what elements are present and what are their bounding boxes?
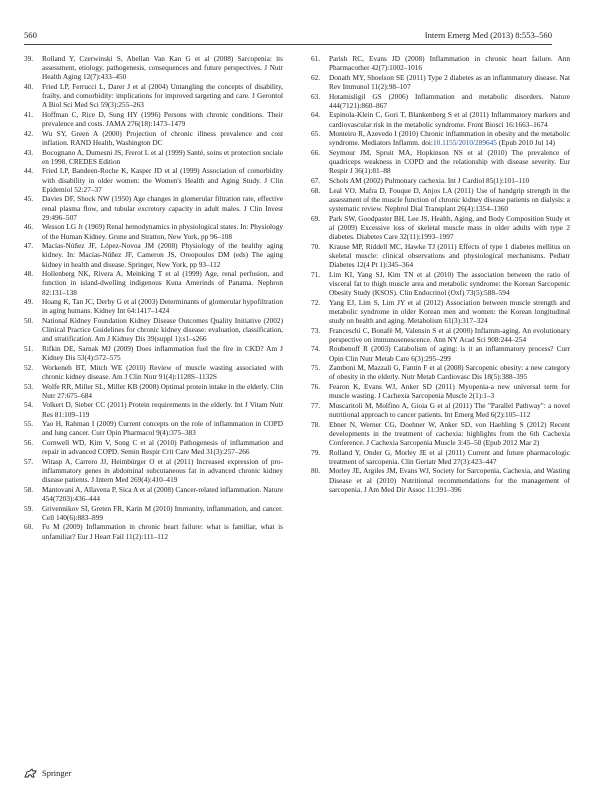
- reference-number: 48.: [24, 269, 34, 279]
- reference-number: 61.: [311, 54, 321, 63]
- reference-text: Leal VO, Mafra D, Fouque D, Anjos LA (2011) Use of handgrip strength in the assessment of the muscle function of chronic kidney disease patients on dialysis: a systematic review. Nephrol Dial Transplant 26(4):1354–1360: [329, 185, 570, 213]
- reference-number: 45.: [24, 194, 34, 204]
- reference-number: 47.: [24, 241, 34, 251]
- reference-entry: [311, 326, 570, 344]
- reference-number: 46.: [24, 222, 34, 232]
- reference-text: Witasp A, Carrero JJ, Heimbürger O et al (2011) Increased expression of pro-inflammatory genes in abdominal subcutaneous fat in advanced chronic kidney disease patients. J Intern Med 269(4):410–419: [42, 456, 283, 485]
- reference-entry: [24, 241, 283, 269]
- reference-text: Grivennikov SI, Greten FR, Karin M (2010) Immunity, inflammation, and cancer. Cell 140(6):883–899: [42, 503, 283, 522]
- reference-number: 49.: [24, 297, 34, 307]
- reference-number: 52.: [24, 362, 34, 372]
- reference-text: Workeneh BT, Mitch WE (2010) Review of muscle wasting associated with chronic kidney disease. Am J Clin Nutr 91(4):1128S–1132S: [42, 362, 283, 381]
- reference-number: 72.: [311, 297, 321, 307]
- reference-text: Rolland Y, Onder G, Morley JE et al (2011) Current and future pharmacologic treatment of sarcopenia. Clin Geriatr Med 27(3):423–447: [329, 447, 570, 466]
- reference-entry: [311, 382, 570, 400]
- reference-text: Schols AM (2002) Pulmonary cachexia. Int J Cardiol 85(1):101–110: [329, 175, 530, 185]
- reference-text: Yao H, Rahman I (2009) Current concepts on the role of inflammation in COPD and lung cancer. Curr Opin Pharmacol 9(4):375–383: [42, 419, 283, 438]
- reference-number: 63.: [311, 91, 321, 101]
- reference-number: 71.: [311, 269, 321, 279]
- reference-number: 40.: [24, 82, 34, 91]
- reference-entry: [24, 166, 283, 194]
- reference-entry: [311, 110, 570, 128]
- reference-number: 41.: [24, 110, 34, 119]
- reference-entry: [24, 419, 283, 437]
- reference-number: 54.: [24, 400, 34, 410]
- reference-text: Donath MY, Shoelson SE (2011) Type 2 diabetes as an inflammatory disease. Nat Rev Immunol 11(2):98–107: [329, 72, 570, 91]
- reference-entry: [311, 363, 570, 381]
- reference-entry: [311, 298, 570, 326]
- reference-text: Mantovani A, Allavena P, Sica A et al (2008) Cancer-related inflammation. Nature 454(7203):436–444: [42, 484, 283, 503]
- reference-number: 62.: [311, 72, 321, 82]
- reference-number: 78.: [311, 419, 321, 429]
- reference-text: Muscaritoli M, Molfino A, Gioia G et al (2011) The "Parallel Pathway": a novel nutritional approach to cancer patients. Int Emerg Med 6(2):105–112: [329, 400, 570, 419]
- reference-entry: [24, 82, 283, 110]
- reference-number: 74.: [311, 344, 321, 354]
- reference-entry: [311, 148, 570, 176]
- reference-text: National Kidney Foundation Kidney Disease Outcomes Quality Initiative (2002) Clinical Practice Guidelines for chronic kidney disease: evaluation, classification, and stratification. Am J Kidney Dis 39(suppl 1):s1–s266: [42, 315, 283, 344]
- publisher-footer: [24, 768, 71, 778]
- doi-link[interactable]: 10.1155/2010/289645: [432, 138, 497, 148]
- reference-entry: [24, 457, 283, 485]
- reference-entry: [311, 466, 570, 494]
- reference-number: 51.: [24, 343, 34, 353]
- reference-text: Fried LP, Ferrucci L, Darer J et al (2004) Untangling the concepts of disability, frailty, and comorbidity: implications for improved targeting and care. J Gerontol A Biol Sci Med Sci 59(3):255–263: [42, 82, 283, 110]
- reference-text: Zamboni M, Mazzali G, Fantin F et al (2008) Sarcopenic obesity: a new category of obesity in the elderly. Nutr Metab Cardiovasc Dis 18(5):388–395: [329, 363, 570, 382]
- reference-entry: [311, 54, 570, 72]
- reference-entry: [24, 54, 283, 82]
- springer-logo-icon: [24, 768, 38, 778]
- reference-entry: [24, 194, 283, 222]
- reference-text: Fearon K, Evans WJ, Anker SD (2011) Myopenia-a new universal term for muscle wasting. J Cachexia Sarcopenia Muscle 2(1):1–3: [329, 381, 570, 401]
- reference-text: Seymour JM, Spruit MA, Hopkinson NS et al (2010) The prevalence of quadriceps weakness in COPD and the relationship with disease severity. Eur Respir J 36(1):81–88: [329, 147, 570, 176]
- reference-text: Wesson LG Jr (1969) Renal hemodynamics in physiological states. In: Physiology of the Human Kidney. Grune and Stratton, New York, pp 96–108: [42, 222, 283, 241]
- reference-number: 68.: [311, 185, 321, 195]
- reference-number: 76.: [311, 381, 321, 391]
- reference-text: Hoang K, Tan JC, Derby G et al (2003) Determinants of glomerular hypofiltration in aging humans. Kidney Int 64:1417–1424: [42, 297, 283, 316]
- reference-text: Krause MP, Riddell MC, Hawke TJ (2011) Effects of type 1 diabetes mellitus on skeletal muscle: clinical observations and physiological mechanisms. Pediatr Diabetes 12(4 Pt 1):345–364: [329, 241, 570, 269]
- reference-text: Park SW, Goodpaster BH, Lee JS, Health, Aging, and Body Composition Study et al (2009) Excessive loss of skeletal muscle mass in older adults with type 2 diabetes. Diabetes Care 32(11):1993–1997: [329, 213, 570, 241]
- reference-entry: [24, 382, 283, 400]
- reference-entry: [311, 92, 570, 110]
- reference-text: Franceschi C, Bonafè M, Valensin S et al (2000) Inflamm-aging. An evolutionary perspective on immunosenescence. Ann NY Acad Sci 908:244–254: [329, 325, 570, 344]
- reference-entry: [24, 363, 283, 381]
- reference-entry: [24, 297, 283, 315]
- reference-entry: [311, 344, 570, 362]
- reference-entry: [311, 420, 570, 448]
- reference-number: 75.: [311, 363, 321, 373]
- reference-text: Ebner N, Werner CG, Doehner W, Anker SD, von Haehling S (2012) Recent developments in the treatment of cachexia: highlights from the 6th Cachexia Conference. J Cachexia Sarcopenia Muscle 3:45–50 (Epub 2012 Mar 2): [329, 419, 570, 447]
- reference-text: Bocognano A, Dumesni JS, Frerot L et al (1999) Santé, soins et protection sociale en 1998. CREDES Edition: [42, 147, 283, 166]
- reference-entry: [24, 316, 283, 344]
- running-header: [24, 30, 552, 44]
- reference-text: Rifkin DE, Sarnak MJ (2009) Does inflammation fuel the fire in CKD? Am J Kidney Dis 53(4):572–575: [42, 343, 283, 363]
- reference-entry: [311, 186, 570, 214]
- reference-text: Hoffman C, Rice D, Sung HY (1996) Persons with chronic conditions. Their prevalence and costs. JAMA 276(18):1473–1479: [42, 110, 283, 129]
- reference-entry: [311, 242, 570, 270]
- reference-text: Morley JE, Argiles JM, Evans WJ, Society for Sarcopenia, Cachexia, and Wasting Disease et al (2010) Nutritional recommendations for the management of sarcopenia. J Am Med Dir Assoc 11:391–396: [329, 466, 570, 494]
- reference-text: Wolfe RR, Miller SL, Miller KB (2008) Optimal protein intake in the elderly. Clin Nutr 27:675–684: [42, 381, 283, 400]
- reference-number: 73.: [311, 325, 321, 335]
- reference-number: 77.: [311, 400, 321, 410]
- reference-text: Volkert D, Sieber CC (2011) Protein requirements in the elderly. Int J Vitam Nutr Res 81:109–119: [42, 400, 283, 419]
- references-column-left: [24, 54, 283, 541]
- reference-number: 64.: [311, 110, 321, 120]
- reference-entry: [311, 448, 570, 466]
- header-rule: [24, 44, 552, 45]
- reference-entry: [311, 129, 570, 147]
- reference-text: Roubenoff R (2003) Catabolism of aging: is it an inflammatory process? Curr Opin Clin Nutr Metab Care 6(3):295–299: [329, 344, 570, 363]
- reference-text-suffix: (Epub 2010 Jul 14): [496, 138, 555, 148]
- journal-citation: Intern Emerg Med (2013) 8:553–560: [424, 30, 552, 40]
- reference-entry: [24, 504, 283, 522]
- reference-number: 55.: [24, 419, 34, 429]
- reference-number: 59.: [24, 503, 34, 513]
- reference-number: 66.: [311, 147, 321, 157]
- reference-text: Espinola-Klein C, Gori T, Blankenberg S et al (2011) Inflammatory markers and cardiovascular risk in the metabolic syndrome. Front Biosci 16:1663–1674: [329, 110, 570, 129]
- reference-number: 57.: [24, 456, 34, 466]
- reference-number: 42.: [24, 128, 34, 138]
- reference-text: Macías-Núñez JF, López-Novoa JM (2008) Physiology of the healthy aging kidney. In: Macías-Núñez JF, Cameron JS, Oreopoulos DM (eds) The aging kidney in health and disease. Springer, New York, pp 93–112: [42, 241, 283, 269]
- reference-number: 39.: [24, 54, 34, 63]
- reference-number: 65.: [311, 129, 321, 139]
- reference-text: Rolland Y, Czerwinski S, Abellan Van Kan G et al (2008) Sarcopenia: its assessment, etiology, pathogenesis, consequences and future perspectives. J Nutr Health Aging 12(7):433–450: [42, 54, 283, 82]
- reference-entry: [24, 110, 283, 128]
- reference-number: 43.: [24, 147, 34, 157]
- reference-entry: [24, 400, 283, 418]
- reference-number: 50.: [24, 315, 34, 325]
- reference-entry: [24, 148, 283, 166]
- reference-number: 58.: [24, 484, 34, 494]
- reference-entry: [24, 522, 283, 540]
- reference-number: 70.: [311, 241, 321, 251]
- reference-entry: [311, 270, 570, 298]
- reference-text: Monteiro R, Azevedo I (2010) Chronic inflammation in obesity and the metabolic syndrome. Mediators Inflamm. doi:: [329, 129, 570, 148]
- reference-text: Wu SY, Green A (2000) Projection of chronic illness prevalence and cost inflation. RAND Health, Washington DC: [42, 128, 283, 147]
- reference-number: 60.: [24, 522, 34, 532]
- reference-number: 44.: [24, 166, 34, 176]
- reference-entry: [24, 269, 283, 297]
- reference-entry: [24, 438, 283, 456]
- reference-text: Parish RC, Evans JD (2008) Inflammation in chronic heart failure. Ann Pharmacother 42(7):1002–1016: [329, 54, 570, 73]
- reference-text: Fu M (2009) Inflammation in chronic heart failure: what is familiar, what is unfamiliar? Eur J Heart Fail 11(2):111–112: [42, 522, 283, 541]
- reference-entry: [24, 344, 283, 362]
- reference-entry: [24, 129, 283, 147]
- reference-entry: [24, 222, 283, 240]
- reference-text: Lim KI, Yang SJ, Kim TN et al (2010) The association between the ratio of visceral fat to thigh muscle area and metabolic syndrome: the Korean Sarcopenic Obesity Study (KSOS). Clin Endocrinol (Oxf) 73(5):588–594: [329, 269, 570, 297]
- reference-text: Hollenberg NK, Rivera A, Meinking T et al (1999) Age, renal perfusion, and function in island-dwelling indigenous Kuna Amerinds of Panama. Nephron 82:131–138: [42, 269, 283, 297]
- reference-entry: [311, 401, 570, 419]
- reference-number: 53.: [24, 381, 34, 391]
- references-column-right: [311, 54, 570, 494]
- reference-text: Yang EJ, Lim S, Lim JY et al (2012) Association between muscle strength and metabolic syndrome in older Korean men and women: the Korean longitudinal study on health and aging. Metabolism 61(3):317–324: [329, 297, 570, 325]
- reference-text: Fried LP, Bandeen-Roche K, Kasper JD et al (1999) Association of comorbidity with disability in older women: the Women's Health and Aging Study. J Clin Epidemiol 52:27–37: [42, 166, 283, 194]
- reference-number: 80.: [311, 466, 321, 476]
- reference-entry: [24, 485, 283, 503]
- reference-number: 69.: [311, 213, 321, 223]
- reference-entry: [311, 73, 570, 91]
- reference-number: 56.: [24, 437, 34, 447]
- reference-text: Davies DF, Shock NW (1950) Age changes in glomerular filtration rate, effective renal plasma flow, and tubular excretory capacity in adult males. J Clin Invest 29:496–507: [42, 194, 283, 222]
- reference-entry: [311, 214, 570, 242]
- reference-entry: [311, 176, 570, 185]
- reference-text: Hotamisligil GS (2006) Inflammation and metabolic disorders. Nature 444(7121):860–867: [329, 91, 570, 110]
- page-number: 560: [24, 30, 37, 40]
- reference-text: Cornwell WD, Kim V, Song C et al (2010) Pathogenesis of inflammation and repair in advanced COPD. Semin Respir Crit Care Med 31(3):257–266: [42, 437, 283, 457]
- reference-number: 67.: [311, 175, 321, 185]
- publisher-name: Springer: [42, 768, 72, 778]
- reference-number: 79.: [311, 447, 321, 457]
